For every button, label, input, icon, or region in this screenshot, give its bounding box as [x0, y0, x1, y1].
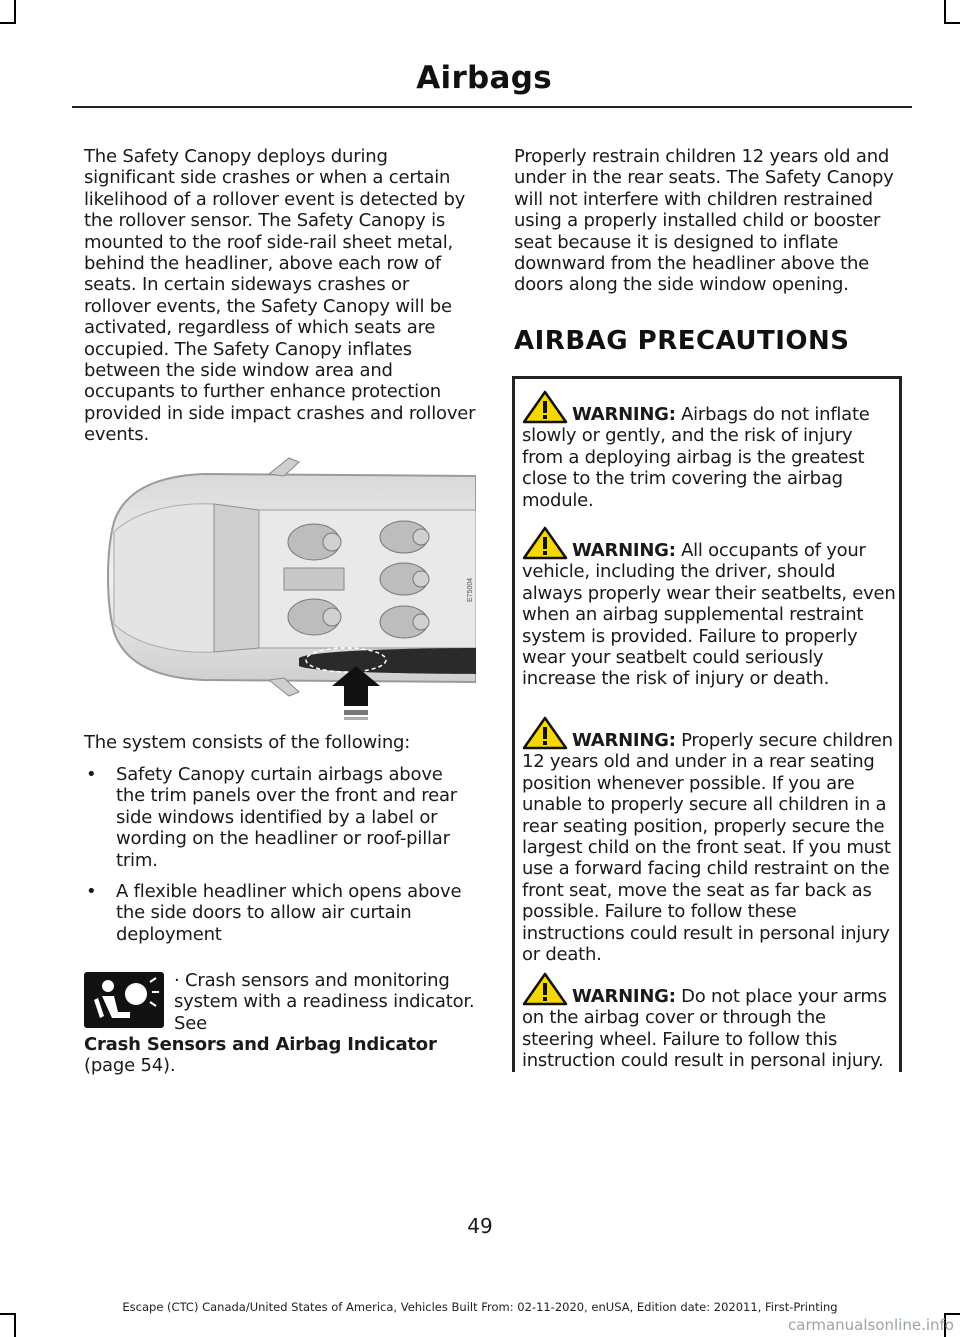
- airbag-warning-icon: [84, 972, 164, 1028]
- vehicle-topview-illustration: [84, 452, 476, 720]
- warning-label: WARNING:: [572, 540, 676, 561]
- safety-canopy-intro: The Safety Canopy deploys during significant side crashes or when a certain likelihood of a rollover event is detected by the rollover sensor. The Safety Canopy is mounted to the roof side-rail sheet metal, behind the headliner, above each row of seats. In certain sideways crashes or rollover events, the Safety Canopy will be activated, regardless of which seats are occupied. The Safety Canopy inflates between the side window area and occupants to further enhance protection provided in side impact crashes and rollover events.: [84, 146, 476, 446]
- warning-triangle-icon: [522, 716, 568, 750]
- page-reference: (page 54).: [84, 1055, 176, 1077]
- watermark: carmanualsonline.info: [788, 1316, 954, 1334]
- list-item-text: A flexible headliner which opens above the side doors to allow air curtain deployment: [116, 881, 462, 945]
- warning-item: [522, 972, 898, 1072]
- list-item-text: Safety Canopy curtain airbags above the trim panels over the front and rear side windows identified by a label or wording on the headliner or roof-pillar trim.: [116, 764, 457, 871]
- warning-label: WARNING:: [572, 986, 676, 1007]
- warning-item: [522, 390, 898, 511]
- crop-mark: [14, 1315, 16, 1337]
- edition-footer: Escape (CTC) Canada/United States of America, Vehicles Built From: 02-11-2020, enUSA, Edition date: 202011, First-Printing: [122, 1300, 838, 1314]
- bullet-mark: •: [86, 881, 97, 903]
- page-number: 49: [467, 1214, 493, 1238]
- list-intro: [84, 732, 476, 753]
- warning-triangle-icon: [522, 526, 568, 560]
- warning-text: Do not place your arms on the airbag cover or through the steering wheel. Failure to follow this instruction could result in personal injury.: [522, 986, 887, 1072]
- system-components-list: [84, 764, 476, 955]
- crash-sensors-text: [174, 970, 476, 1034]
- crash-sensors-description: · Crash sensors and monitoring system with a readiness indicator. See: [174, 970, 475, 1034]
- warning-text: Properly secure children 12 years old and under in a rear seating position whenever possible. If you are unable to properly secure all children in a rear seating position, properly secure the largest child on the front seat. If you must use a forward facing child restraint on the front seat, move the seat as far back as possible. Failure to follow these instructions could result in personal injury or death.: [522, 730, 893, 966]
- list-item: [84, 764, 476, 871]
- warning-triangle-icon: [522, 972, 568, 1006]
- crop-mark: [14, 0, 16, 22]
- safety-canopy-figure: [84, 452, 476, 720]
- header-divider: [72, 106, 912, 108]
- bullet-mark: •: [86, 764, 97, 785]
- section-heading: AIRBAG PRECAUTIONS: [514, 326, 850, 356]
- warning-text: Airbags do not inflate slowly or gently, and the risk of injury from a deploying airbag is the greatest close to the trim covering the airbag module.: [522, 404, 870, 511]
- crop-mark: [944, 22, 960, 24]
- list-intro-text: The system consists of the following:: [84, 732, 411, 753]
- figure-code: E75004: [467, 577, 474, 602]
- warning-triangle-icon: [522, 390, 568, 424]
- right-column: [514, 146, 906, 296]
- warning-label: WARNING:: [572, 730, 676, 751]
- warning-label: WARNING:: [572, 404, 676, 425]
- left-column: [84, 146, 476, 446]
- warning-item: [522, 526, 898, 690]
- warning-item: [522, 716, 898, 965]
- crash-sensors-link[interactable]: Crash Sensors and Airbag Indicator: [84, 1034, 437, 1055]
- list-item: [84, 881, 476, 945]
- crop-mark: [944, 0, 946, 22]
- page-title: Airbags: [416, 60, 552, 96]
- child-restraint-intro: Properly restrain children 12 years old and under in the rear seats. The Safety Canopy will not interfere with children restrained using a properly installed child or booster seat because it is designed to inflate downward from the headliner above the doors along the side window opening.: [514, 146, 894, 296]
- crash-sensors-reference: [84, 1034, 476, 1077]
- warning-text: All occupants of your vehicle, including the driver, should always properly wear their seatbelts, even when an airbag supplemental restraint system is provided. Failure to properly wear your seatbelt could seriously increase the risk of injury or death.: [522, 540, 896, 690]
- crop-mark: [0, 22, 16, 24]
